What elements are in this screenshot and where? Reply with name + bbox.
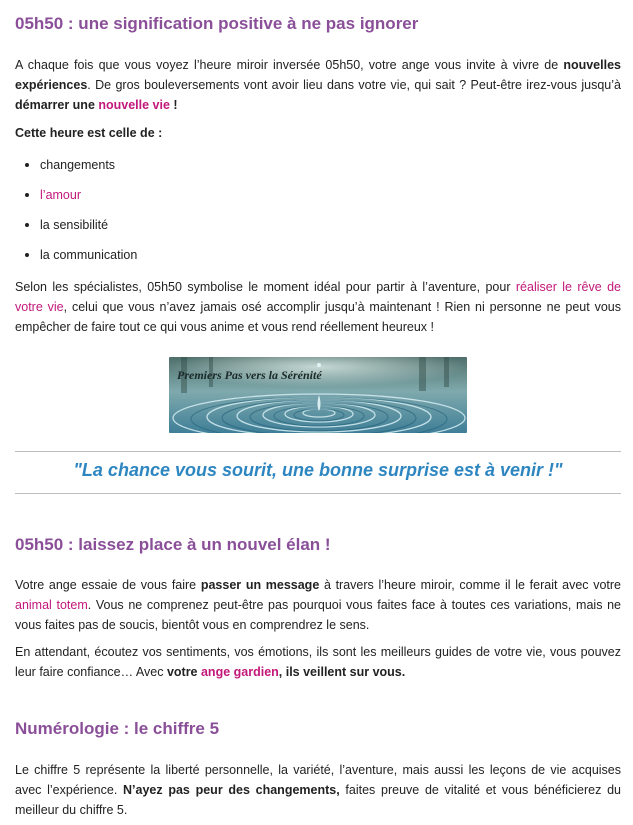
list-title-text: Cette heure est celle de : bbox=[15, 126, 163, 140]
specialists-text-1: Selon les spécialistes, 05h50 symbolise le moment idéal pour partir à l’aventure, pour bbox=[15, 280, 516, 294]
intro-bold-2-text: démarrer une bbox=[15, 98, 99, 112]
list-item-label: changements bbox=[40, 158, 116, 172]
divider-bottom bbox=[15, 493, 621, 494]
specialists-paragraph bbox=[15, 277, 621, 337]
highlight-quote: "La chance vous sourit, une bonne surprise est à venir !" bbox=[73, 460, 563, 480]
list-item-label bbox=[40, 187, 81, 203]
intro-bold-1: nouvelles expériences bbox=[15, 58, 621, 92]
numerology-bold: N’ayez pas peur des changements, bbox=[123, 783, 340, 797]
reve-link[interactable]: réaliser le rêve de votre vie bbox=[15, 280, 621, 314]
water-ripple-image bbox=[169, 357, 467, 433]
ange-gardien-link[interactable]: ange gardien bbox=[200, 665, 279, 679]
intro-paragraph bbox=[15, 55, 621, 115]
intro-bold-2 bbox=[15, 98, 178, 112]
message-text-2: à travers l’heure miroir, comme il le ferait avec votre bbox=[319, 578, 622, 592]
banner-title: Premiers Pas vers la Sérénité bbox=[177, 368, 322, 382]
message-paragraph bbox=[15, 575, 621, 635]
bullet-icon bbox=[25, 163, 29, 167]
feelings-paragraph bbox=[15, 642, 621, 682]
bullet-icon bbox=[25, 223, 29, 227]
bullet-icon bbox=[25, 253, 29, 257]
message-bold: passer un message bbox=[200, 578, 320, 592]
intro-text-2: . De gros bouleversements vont avoir lieu dans votre vie, qui sait ? Peut-être irez-vous jusqu’à bbox=[87, 78, 621, 92]
list-item-prefix: l’ bbox=[40, 188, 46, 202]
feelings-text-1: En attendant, écoutez vos sentiments, vos émotions, ils sont les meilleurs guides de votre vie, vous pouvez leur faire confiance… Avec bbox=[15, 645, 621, 679]
section-heading-1: 05h50 : une signification positive à ne pas ignorer bbox=[15, 14, 419, 33]
specialists-text-2: , celui que vous n’avez jamais osé accomplir jusqu’à maintenant ! Rien ni personne ne peut vous empêcher de faire tout ce qui vous anime et vous rend réellement heureux ! bbox=[15, 300, 621, 334]
animal-totem-link[interactable]: animal totem bbox=[15, 598, 88, 612]
amour-link[interactable]: amour bbox=[45, 188, 81, 202]
section-heading-2: 05h50 : laissez place à un nouvel élan ! bbox=[15, 535, 331, 554]
section-heading-3: Numérologie : le chiffre 5 bbox=[15, 719, 220, 738]
serenity-banner[interactable] bbox=[169, 357, 467, 433]
intro-bold-2-end: ! bbox=[169, 98, 178, 112]
numerology-paragraph bbox=[15, 760, 621, 820]
list-title bbox=[15, 123, 621, 143]
feelings-bold-2: , ils veillent sur vous. bbox=[278, 665, 406, 679]
bullet-icon bbox=[25, 193, 29, 197]
numerology-text-2: faites preuve de vitalité et vous bénéficierez du meilleur du chiffre 5. bbox=[15, 783, 621, 817]
feelings-bold-1: votre bbox=[166, 665, 201, 679]
message-text-1: Votre ange essaie de vous faire bbox=[15, 578, 201, 592]
intro-text-1: A chaque fois que vous voyez l’heure miroir inversée 05h50, votre ange vous invite à vivre de bbox=[15, 58, 564, 72]
nouvelle-vie-link[interactable]: nouvelle vie bbox=[98, 98, 170, 112]
numerology-text-1: Le chiffre 5 représente la liberté personnelle, la variété, l’aventure, mais aussi les leçons de vie acquises avec l’expérience. bbox=[15, 763, 621, 797]
message-text-3: . Vous ne comprenez peut-être pas pourquoi vous faites face à toutes ces variations, mais ne vous faites pas de soucis, bientôt vous en comprendrez le sens. bbox=[15, 598, 622, 632]
divider-top bbox=[15, 451, 621, 452]
list-item-label: la communication bbox=[40, 248, 138, 262]
list-item-label: la sensibilité bbox=[40, 218, 109, 232]
